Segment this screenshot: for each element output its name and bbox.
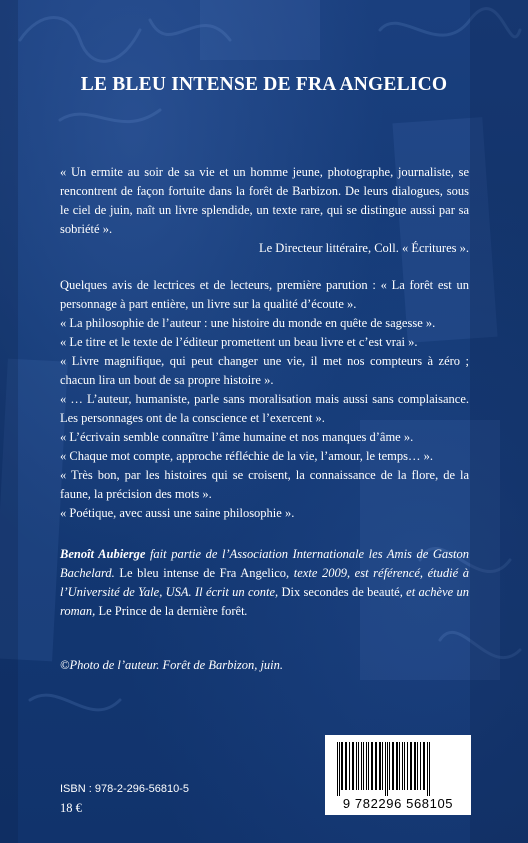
barcode-bar	[414, 742, 416, 790]
editor-quote: « Un ermite au soir de sa vie et un homme jeune, photographe, journaliste, se rencontrent de façon fortuite dans la forêt de Barbizon. De leurs dialogues, sous le ciel de juin, naît un livre splendide, un texte rare, qui se distingue aussi par sa sobriété ».	[60, 165, 469, 236]
barcode-bar	[417, 742, 418, 790]
barcode-bar	[399, 742, 400, 790]
book-title: LE BLEU INTENSE DE FRA ANGELICO	[80, 74, 448, 95]
barcode-bar	[361, 742, 362, 790]
barcode-bar	[368, 742, 369, 790]
photo-credit: ©Photo de l’auteur. Forêt de Barbizon, juin.	[60, 658, 284, 672]
barcode-bars	[335, 742, 461, 796]
isbn: ISBN : 978-2-296-56810-5	[60, 783, 190, 795]
barcode-bar	[392, 742, 394, 790]
barcode-bar	[382, 742, 383, 790]
author-name: Benoît Aubierge	[60, 547, 146, 561]
review-line: « La philosophie de l’auteur : une histoire du monde en quête de sagesse ».	[60, 316, 436, 330]
barcode-bar	[358, 742, 359, 790]
barcode-bar	[366, 742, 367, 790]
review-line: « Le titre et le texte de l’éditeur promettent un beau livre et c’est vrai ».	[60, 335, 418, 349]
barcode-bar	[341, 742, 343, 790]
barcode-bar	[387, 742, 388, 796]
barcode-bar	[379, 742, 381, 790]
barcode-bar	[420, 742, 421, 790]
review-line: « Livre magnifique, qui peut changer une vie, il met nos compteurs à zéro ; chacun lira un bout de sa propre histoire ».	[60, 354, 469, 387]
barcode-bar	[371, 742, 373, 790]
barcode-bar	[389, 742, 390, 790]
bio-text: fait partie de l’Association Internationale les Amis de Gaston Bachelard.	[60, 547, 469, 580]
barcode-bar	[356, 742, 357, 790]
editor-signature: Le Directeur littéraire, Coll. « Écritures ».	[259, 241, 469, 255]
author-bio	[60, 545, 469, 621]
barcode-bar	[339, 742, 340, 796]
barcode-bar	[345, 742, 347, 790]
barcode-bar	[423, 742, 425, 790]
barcode-bar	[396, 742, 398, 790]
review-line: « Poétique, avec aussi une saine philosophie ».	[60, 506, 295, 520]
bio-text: , texte 2009, est référencé, étudié à l’Université de Yale, USA. Il écrit un conte,	[60, 566, 470, 599]
barcode-bar	[427, 742, 428, 796]
barcode-bar	[410, 742, 412, 790]
review-line: « L’écrivain semble connaître l’âme humaine et nos manques d’âme ».	[60, 430, 414, 444]
review-line: Quelques avis de lectrices et de lecteurs, première parution : « La forêt est un personnage à part entière, un livre sur la qualité d’écoute ».	[60, 278, 469, 311]
reader-reviews	[60, 276, 469, 523]
barcode-bar	[352, 742, 354, 790]
barcode-bar	[404, 742, 405, 790]
review-line: « … L’auteur, humaniste, parle sans moralisation mais aussi sans complaisance. Les personnages ont de la conscience et l’exercent ».	[60, 392, 469, 425]
barcode-bar	[407, 742, 408, 790]
barcode-digits: 9 782296 568105	[342, 796, 454, 811]
barcode-bar	[349, 742, 350, 790]
review-line: « Très bon, par les histoires qui se croisent, la connaissance de la flore, de la faune, la précision des mots ».	[60, 468, 469, 501]
barcode	[325, 735, 471, 815]
book-ref-3: Le Prince de la dernière forêt	[98, 604, 245, 618]
price: 18 €	[60, 801, 82, 815]
barcode-bar	[363, 742, 364, 790]
book-ref-2: Dix secondes de beauté	[281, 585, 400, 599]
barcode-bar	[402, 742, 403, 790]
book-ref-1: Le bleu intense de Fra Angelico	[119, 566, 287, 580]
barcode-bar	[375, 742, 377, 790]
review-line: « Chaque mot compte, approche réfléchie de la vie, l’amour, le temps… ».	[60, 449, 433, 463]
barcode-bar	[385, 742, 386, 796]
barcode-bar	[429, 742, 430, 796]
barcode-bar	[337, 742, 338, 796]
editor-quote-block	[60, 163, 469, 258]
bio-text: .	[244, 604, 248, 618]
bio-text: , et achève un roman,	[60, 585, 469, 618]
